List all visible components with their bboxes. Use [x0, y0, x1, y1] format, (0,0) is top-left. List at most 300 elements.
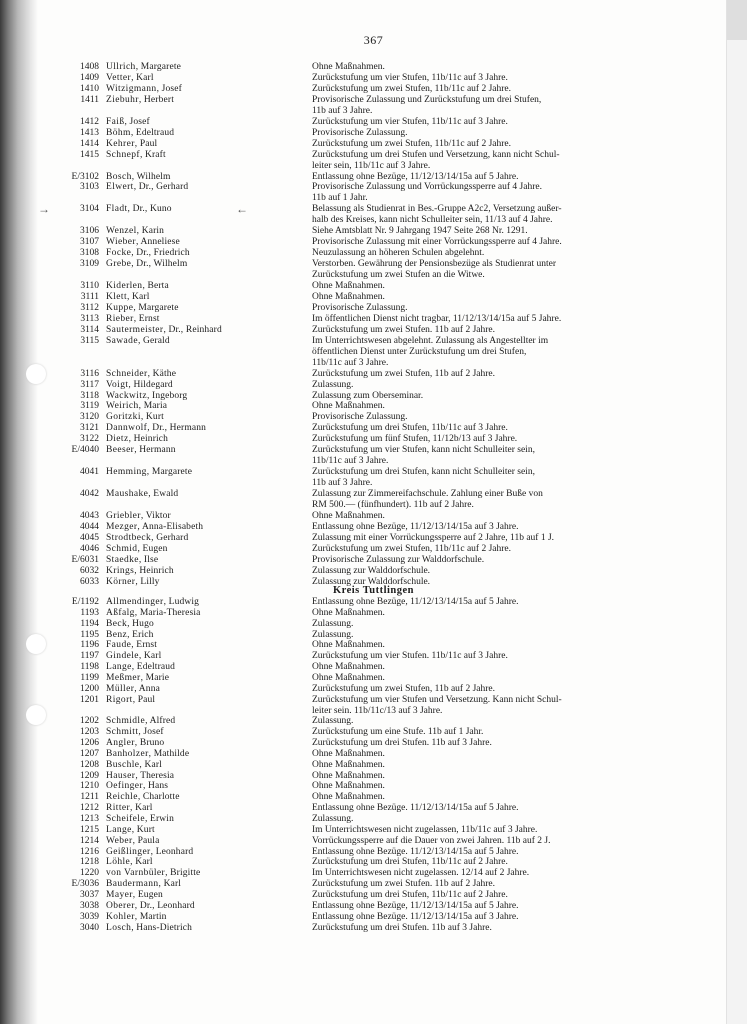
entry-decision: Zurückstufung um drei Stufen und Versetzung, kann nicht Schul-	[312, 149, 560, 160]
entry-decision: Ohne Maßnahmen.	[312, 291, 385, 302]
entry-number: E/3036	[71, 879, 99, 890]
entry-given-name: , Viktor	[140, 510, 171, 521]
entry-decision: Im Unterrichtswesen nicht zugelassen, 11b/11c auf 3 Jahre.	[312, 824, 538, 835]
entry-number: 1215	[80, 824, 99, 835]
entry-given-name: , Karl	[130, 857, 153, 868]
entry-surname: Beck	[106, 618, 128, 629]
entry-number: 3037	[80, 889, 99, 900]
entry-name	[106, 226, 164, 237]
entry-decision: Zurückstufung um vier Stufen. 11b/11c auf 3 Jahre.	[312, 651, 508, 662]
entry-name	[106, 73, 154, 84]
entry-surname: Grebe	[106, 259, 132, 270]
entry-number: 3039	[80, 911, 99, 922]
entry-given-name: , Josef	[138, 727, 164, 738]
entry-number: 4041	[80, 467, 99, 478]
section-heading: Kreis Tuttlingen	[332, 585, 415, 596]
entry-name	[106, 814, 174, 825]
entry-number: 3119	[80, 401, 99, 412]
entry-given-name: , Wilhelm	[131, 171, 171, 182]
entry-decision: RM 500.— (fünfhundert). 11b auf 2 Jahre.	[312, 500, 474, 510]
entry-number: 1213	[80, 814, 99, 824]
entry-name	[106, 857, 153, 868]
entry-number: 4043	[80, 510, 99, 521]
entry-name	[106, 412, 164, 423]
entry-surname: Banholzer	[106, 748, 149, 759]
entry-name	[106, 630, 154, 641]
entry-decision: Zulassung.	[312, 716, 354, 727]
entry-given-name: , Theresia	[135, 770, 175, 781]
entry-surname: Schmitt	[106, 727, 139, 738]
entry-surname: Müller	[106, 683, 135, 694]
entry-number: 3113	[80, 313, 99, 324]
entry-name	[106, 117, 150, 128]
entry-surname: Strodtbeck	[106, 532, 152, 543]
entry-number: 1198	[80, 662, 99, 673]
entry-given-name: , Alfred	[145, 716, 176, 727]
entry-given-name: , Maria	[138, 401, 168, 412]
entry-decision: Zulassung zur Walddorfschule.	[312, 565, 431, 576]
entry-name	[106, 434, 168, 445]
entry-given-name: , Dr., Gerhard	[133, 182, 189, 193]
entry-decision: Zurückstufung um eine Stufe. 11b auf 1 Jahr.	[312, 727, 484, 738]
entry-decision: Zurückstufung um vier Stufen, kann nicht Schulleiter sein,	[312, 445, 535, 456]
entry-number: 4042	[80, 489, 99, 500]
entry-given-name: , Erwin	[144, 814, 174, 824]
entry-name	[106, 259, 187, 270]
entry-given-name: , Ernst	[131, 640, 158, 651]
entry-name	[106, 847, 193, 858]
entry-surname: Staedke	[106, 554, 139, 565]
entry-name	[106, 533, 188, 544]
entry-given-name: , Karl	[139, 759, 162, 770]
entry-number: E/1192	[71, 597, 99, 607]
entry-number: 3103	[80, 182, 99, 193]
entry-name	[106, 489, 178, 500]
entry-decision: Provisorische Zulassung zur Walddorfschule.	[312, 554, 485, 565]
entry-given-name: , Karl	[158, 879, 182, 890]
entry-number: 3120	[80, 412, 99, 423]
entry-decision: Entlassung ohne Bezüge. 11/12/13/14/15a auf 5 Jahre.	[312, 803, 519, 814]
entry-decision: halb des Kreises, kann nicht Schulleiter sein, 11/13 auf 4 Jahre.	[312, 215, 553, 226]
entry-surname: Krings	[106, 565, 135, 576]
entry-number: E/3102	[71, 171, 99, 182]
entry-surname: Meßmer	[106, 672, 141, 683]
entry-surname: Lange	[106, 662, 132, 673]
entry-given-name: , Eugen	[137, 543, 168, 554]
entry-surname: Mayer	[106, 889, 133, 900]
entry-decision: Ohne Maßnahmen.	[312, 62, 385, 72]
entry-name	[106, 84, 182, 95]
entry-number: 1412	[80, 116, 99, 127]
entry-decision: Zurückstufung um zwei Stufen, 11b/11c auf 2 Jahre.	[312, 138, 512, 149]
entry-decision: Ohne Maßnahmen.	[312, 781, 385, 792]
entry-given-name: , Käthe	[147, 368, 177, 379]
entry-given-name: , Paul	[134, 138, 158, 149]
entry-number: 4044	[80, 521, 99, 532]
entry-surname: Ziebuhr	[106, 94, 139, 105]
entry-number: 1410	[80, 83, 99, 94]
entry-decision: Zurückstufung um drei Stufen, kann nicht Schulleiter sein,	[312, 467, 535, 478]
entry-name	[106, 868, 200, 879]
entry-number: 1414	[80, 138, 99, 149]
entry-given-name: , Bruno	[134, 738, 165, 749]
entry-given-name: , Heinrich	[128, 434, 169, 445]
entry-surname: Kiderlen	[106, 281, 143, 291]
entry-given-name: , Karl	[127, 291, 150, 302]
entry-name	[106, 139, 157, 150]
entry-given-name: , Gerald	[137, 335, 170, 346]
entry-given-name: , Ilse	[138, 554, 159, 565]
entry-decision: leiter sein. 11b/11c/13 auf 3 Jahre.	[312, 705, 443, 716]
entry-decision: Zurückstufung um zwei Stufen, 11b auf 2 Jahre.	[312, 368, 496, 379]
entry-decision: Im Unterrichtswesen nicht zugelassen. 12/14 auf 2 Jahre.	[312, 868, 530, 879]
entry-name	[106, 423, 206, 434]
entry-given-name: , Martin	[134, 911, 167, 922]
entry-number: 1409	[80, 72, 99, 83]
entry-name	[106, 391, 187, 402]
entry-given-name: , Erich	[127, 629, 154, 640]
entry-surname: Maushake	[106, 489, 149, 500]
entry-surname: Sawade	[106, 335, 138, 346]
entry-number: 3110	[80, 281, 99, 291]
entry-number: 6033	[80, 576, 99, 587]
entry-name	[106, 172, 171, 183]
entry-surname: Reichle	[106, 792, 138, 803]
entry-decision: Zulassung zum Oberseminar.	[312, 390, 424, 401]
entry-surname: Griebler	[106, 510, 141, 521]
entry-surname: Allmendinger	[106, 597, 164, 607]
entry-surname: Löhle	[106, 857, 131, 868]
entry-given-name: , Dr., Friedrich	[131, 248, 190, 259]
entry-surname: Schmid	[106, 543, 138, 554]
entry-given-name: , Ingeborg	[146, 390, 188, 401]
entry-number: 3112	[80, 302, 99, 313]
entry-decision: Ohne Maßnahmen.	[312, 662, 385, 673]
entry-decision: Zulassung mit einer Vorrückungssperre auf 2 Jahre, 11b auf 1 J.	[312, 532, 555, 543]
entry-surname: Kuppe	[106, 302, 134, 313]
entry-surname: Aßfalg	[106, 607, 135, 618]
entry-name	[106, 150, 166, 161]
entry-name	[106, 716, 175, 727]
entry-surname: Kehrer	[106, 138, 135, 149]
entry-number: 1216	[80, 846, 99, 857]
entry-decision: Im Unterrichtswesen abgelehnt. Zulassung als Angestellter im	[312, 335, 549, 346]
entry-surname: Schneider	[106, 368, 148, 379]
entry-name	[106, 445, 176, 456]
entry-number: 1200	[80, 683, 99, 694]
entry-surname: Dietz	[106, 434, 129, 445]
entry-surname: Rigort	[106, 694, 133, 705]
entry-decision: Vorrückungssperre auf die Dauer von zwei Jahren. 11b auf 2 J.	[312, 835, 551, 846]
entry-number: 1208	[80, 759, 99, 770]
entry-given-name: , Lilly	[135, 576, 160, 587]
entry-number: E/6031	[71, 554, 99, 565]
entry-surname: Schnepf	[106, 149, 140, 160]
entry-number: 3116	[80, 368, 99, 379]
entry-decision: Zurückstufung um fünf Stufen, 11/12b/13 auf 3 Jahre.	[312, 434, 518, 445]
entry-name	[106, 727, 164, 738]
entry-given-name: , Dr., Hermann	[147, 423, 207, 434]
entry-decision: Zulassung.	[312, 618, 354, 629]
entry-surname: Vetter	[106, 72, 132, 83]
entry-name	[106, 325, 222, 336]
entry-number: 1210	[80, 781, 99, 792]
entry-number: 1194	[80, 618, 99, 629]
entry-name	[106, 566, 174, 577]
entry-decision: Entlassung ohne Bezüge, 11/12/13/14/15a auf 5 Jahre.	[312, 171, 519, 182]
entry-surname: Oberer	[106, 900, 135, 911]
entry-surname: Wenzel	[106, 226, 137, 237]
entry-given-name: , Edeltraud	[130, 127, 175, 138]
entry-name	[106, 128, 174, 139]
entry-name	[106, 314, 160, 325]
entry-decision: Provisorische Zulassung und Vorrückungssperre auf 4 Jahre.	[312, 182, 542, 193]
entry-given-name: , Gerhard	[151, 532, 189, 543]
entry-surname: Ullrich	[106, 62, 136, 72]
entry-decision: Neuzulassung an höheren Schulen abgelehnt.	[312, 248, 485, 259]
entry-given-name: , Brigitte	[165, 868, 201, 879]
entry-decision: Zulassung.	[312, 379, 354, 390]
entry-name	[106, 890, 163, 901]
entry-surname: Baudermann	[106, 879, 159, 890]
entry-number: 1201	[80, 694, 99, 705]
entry-decision: Zulassung zur Zimmereifachschule. Zahlung einer Buße von	[312, 489, 543, 500]
entry-given-name: , Margarete	[146, 467, 193, 478]
entry-decision: Ohne Maßnahmen.	[312, 770, 385, 781]
entry-decision: Zurückstufung um zwei Stufen, 11b/11c auf 2 Jahre.	[312, 83, 512, 94]
entry-given-name: , Hildegard	[128, 379, 173, 390]
entry-given-name: , Ludwig	[163, 597, 200, 607]
entry-name	[106, 369, 176, 380]
entry-given-name: , Josef	[156, 83, 182, 94]
entry-decision: Entlassung ohne Bezüge, 11/12/13/14/15a auf 5 Jahre.	[312, 597, 519, 607]
entry-name	[106, 336, 170, 347]
entry-decision: öffentlichen Dienst unter Zurückstufung um drei Stufen,	[312, 346, 527, 357]
entry-surname: Losch	[106, 922, 132, 933]
entry-name	[106, 380, 173, 391]
entry-decision: Siehe Amtsblatt Nr. 9 Jahrgang 1947 Seite 268 Nr. 1291.	[312, 226, 528, 237]
entry-number: 3118	[80, 390, 99, 401]
entry-given-name: , Mathilde	[148, 748, 190, 759]
entry-name	[106, 467, 192, 478]
entry-decision: Ohne Maßnahmen.	[312, 792, 385, 803]
entry-surname: Böhm	[106, 127, 131, 138]
entry-number: 1209	[80, 770, 99, 781]
entry-number: 1195	[80, 629, 99, 640]
entry-number: 1199	[80, 672, 99, 683]
entry-given-name: , Ernst	[133, 313, 160, 324]
entry-decision: Zulassung zur Walddorfschule.	[312, 576, 431, 587]
entry-decision: Entlassung ohne Bezüge, 11/12/13/14/15a auf 5 Jahre.	[312, 900, 519, 911]
entry-given-name: , Anna	[134, 683, 160, 694]
entry-surname: Faiß	[106, 116, 125, 127]
entry-given-name: , Karl	[131, 72, 154, 83]
entry-decision: Zulassung.	[312, 629, 354, 640]
entry-number: 3106	[80, 226, 99, 237]
entry-given-name: , Josef	[124, 116, 150, 127]
entry-given-name: , Edeltraud	[131, 662, 176, 673]
entry-surname: Lange	[106, 824, 132, 835]
entry-name	[106, 303, 179, 314]
entry-given-name: , Dr., Kuno	[127, 204, 172, 215]
entry-decision: Ohne Maßnahmen.	[312, 759, 385, 770]
entry-name	[106, 95, 174, 106]
entry-name	[106, 204, 172, 215]
entry-given-name: , Anneliese	[135, 237, 180, 248]
entry-given-name: , Anna-Elisabeth	[137, 521, 204, 532]
entry-decision: 11b/11c auf 3 Jahre.	[312, 357, 389, 368]
entry-decision: Entlassung ohne Bezüge, 11/12/13/14/15a auf 3 Jahre.	[312, 521, 519, 532]
entry-surname: Angler	[106, 738, 135, 749]
entry-given-name: , Karin	[136, 226, 165, 237]
entry-name	[106, 673, 169, 684]
entry-given-name: , Paul	[132, 694, 156, 705]
entry-name	[106, 248, 190, 259]
entry-given-name: , Dr., Wilhelm	[131, 259, 188, 270]
entry-decision: Zurückstufung um zwei Stufen an die Witwe.	[312, 270, 485, 281]
entry-surname: Wackwitz	[106, 390, 147, 401]
entry-surname: Hemming	[106, 467, 147, 478]
entry-given-name: , Leonhard	[150, 846, 194, 857]
entry-given-name: , Ewald	[148, 489, 179, 500]
entry-name	[106, 662, 175, 673]
entry-surname: Dannwolf	[106, 423, 148, 434]
entry-given-name: , Charlotte	[137, 792, 180, 803]
entry-number: 3111	[80, 291, 99, 302]
entry-decision: Ohne Maßnahmen.	[312, 607, 385, 618]
entry-decision: Zurückstufung um zwei Stufen. 11b auf 2 Jahre.	[312, 879, 496, 890]
entry-surname: Weirich	[106, 401, 139, 412]
entry-name	[106, 401, 167, 412]
entry-surname: Buschle	[106, 759, 140, 770]
entry-surname: Oefinger	[106, 781, 143, 792]
entry-number: 3107	[80, 237, 99, 248]
entry-number: 3109	[80, 259, 99, 270]
entry-decision: 11b auf 1 Jahr.	[312, 193, 368, 204]
entry-name	[106, 825, 155, 836]
entry-name	[106, 684, 160, 695]
entry-name	[106, 749, 189, 760]
entry-surname: Scheifele	[106, 814, 145, 824]
entry-decision: Zurückstufung um zwei Stufen. 11b auf 2 Jahre.	[312, 324, 496, 335]
entry-number: 3038	[80, 900, 99, 911]
entry-surname: Sautermeister	[106, 324, 164, 335]
entry-name	[106, 771, 174, 782]
entry-name	[106, 237, 180, 248]
entry-given-name: , Margarete	[133, 302, 179, 313]
entry-given-name: , Kraft	[139, 149, 166, 160]
entry-number: 1207	[80, 748, 99, 759]
entry-name	[106, 182, 188, 193]
entry-decision: Zurückstufung um zwei Stufen, 11b auf 2 Jahre.	[312, 683, 496, 694]
entry-name	[106, 651, 161, 662]
entry-surname: Voigt	[106, 379, 129, 390]
entry-given-name: , Berta	[142, 281, 169, 291]
entry-surname: Hauser	[106, 770, 136, 781]
entry-decision: Zurückstufung um vier Stufen, 11b/11c auf 3 Jahre.	[312, 116, 508, 127]
entry-decision: Belassung als Studienrat in Bes.-Gruppe A2c2, Versetzung außer-	[312, 204, 562, 215]
entry-surname: Klett	[106, 291, 127, 302]
entry-name	[106, 695, 155, 706]
entry-surname: Gindele	[106, 651, 139, 662]
entry-name	[106, 608, 200, 619]
entry-surname: Faude	[106, 640, 132, 651]
entry-name	[106, 760, 162, 771]
entry-decision: Ohne Maßnahmen.	[312, 510, 385, 521]
entry-name	[106, 879, 181, 890]
entry-decision: Provisorische Zulassung.	[312, 412, 408, 423]
entry-surname: Körner	[106, 576, 136, 587]
entry-number: E/4040	[71, 445, 99, 456]
entry-given-name: , Hans-Dietrich	[131, 922, 193, 933]
entry-name	[106, 738, 164, 749]
entry-number: 1413	[80, 127, 99, 138]
entry-surname: Beeser	[106, 445, 135, 456]
entry-given-name: , Hermann	[134, 445, 176, 456]
entry-number: 1220	[80, 868, 99, 879]
entry-given-name: , Marie	[140, 672, 170, 683]
entry-given-name: , Margarete	[135, 62, 181, 72]
entry-surname: Witzigmann	[106, 83, 157, 94]
entry-surname: Weber	[106, 835, 133, 846]
entry-number: 1411	[80, 94, 99, 105]
entry-given-name: , Karl	[138, 651, 162, 662]
entry-number: 3040	[80, 922, 99, 933]
entry-name	[106, 544, 168, 555]
entry-given-name: , Kurt	[131, 824, 155, 835]
entry-given-name: , Hans	[142, 781, 169, 792]
entry-decision: Zulassung.	[312, 814, 354, 824]
entry-surname: Goritzki	[106, 412, 141, 423]
entry-number: 4046	[80, 543, 99, 554]
entry-number: 3117	[80, 379, 99, 390]
entry-surname: Ritter	[106, 803, 131, 814]
entry-surname: Elwert	[106, 182, 134, 193]
entry-decision: Ohne Maßnahmen.	[312, 640, 385, 651]
entry-name	[106, 792, 180, 803]
entry-number: 3108	[80, 248, 99, 259]
entry-name	[106, 511, 171, 522]
entry-number: 1206	[80, 738, 99, 749]
arrow-left-icon: ←	[236, 202, 248, 216]
entry-surname: Rieber	[106, 313, 134, 324]
entry-decision: Im öffentlichen Dienst nicht tragbar, 11/12/13/14/15a auf 5 Jahre.	[312, 313, 562, 324]
entry-decision: Verstorben. Gewährung der Pensionsbezüge als Studienrat unter	[312, 259, 557, 270]
entry-decision: Zurückstufung um vier Stufen und Versetzung. Kann nicht Schul-	[312, 694, 562, 705]
entry-decision: Provisorische Zulassung.	[312, 302, 408, 313]
entry-surname: Focke	[106, 248, 132, 259]
entry-surname: Fladt	[106, 204, 128, 215]
entry-decision: Ohne Maßnahmen.	[312, 281, 385, 291]
entry-number: 1214	[80, 835, 99, 846]
entry-decision: 11b auf 3 Jahre.	[312, 105, 373, 116]
entry-number: 6032	[80, 565, 99, 576]
entry-number: 3115	[80, 335, 99, 346]
entry-decision: Zurückstufung um zwei Stufen, 11b/11c auf 2 Jahre.	[312, 543, 512, 554]
entry-given-name: , Karl	[130, 803, 153, 814]
entry-name	[106, 901, 195, 912]
entry-surname: Mezger	[106, 521, 138, 532]
entry-name	[106, 292, 150, 303]
entry-name	[106, 597, 199, 608]
entry-given-name: , Dr., Reinhard	[163, 324, 222, 335]
entry-number: 1203	[80, 727, 99, 738]
entry-decision: Provisorische Zulassung.	[312, 127, 408, 138]
entry-name	[106, 640, 157, 651]
entry-decision: Entlassung ohne Bezüge. 11/12/13/14/15a auf 5 Jahre.	[312, 846, 519, 857]
entry-number: 1212	[80, 803, 99, 814]
entry-number: 1415	[80, 149, 99, 160]
